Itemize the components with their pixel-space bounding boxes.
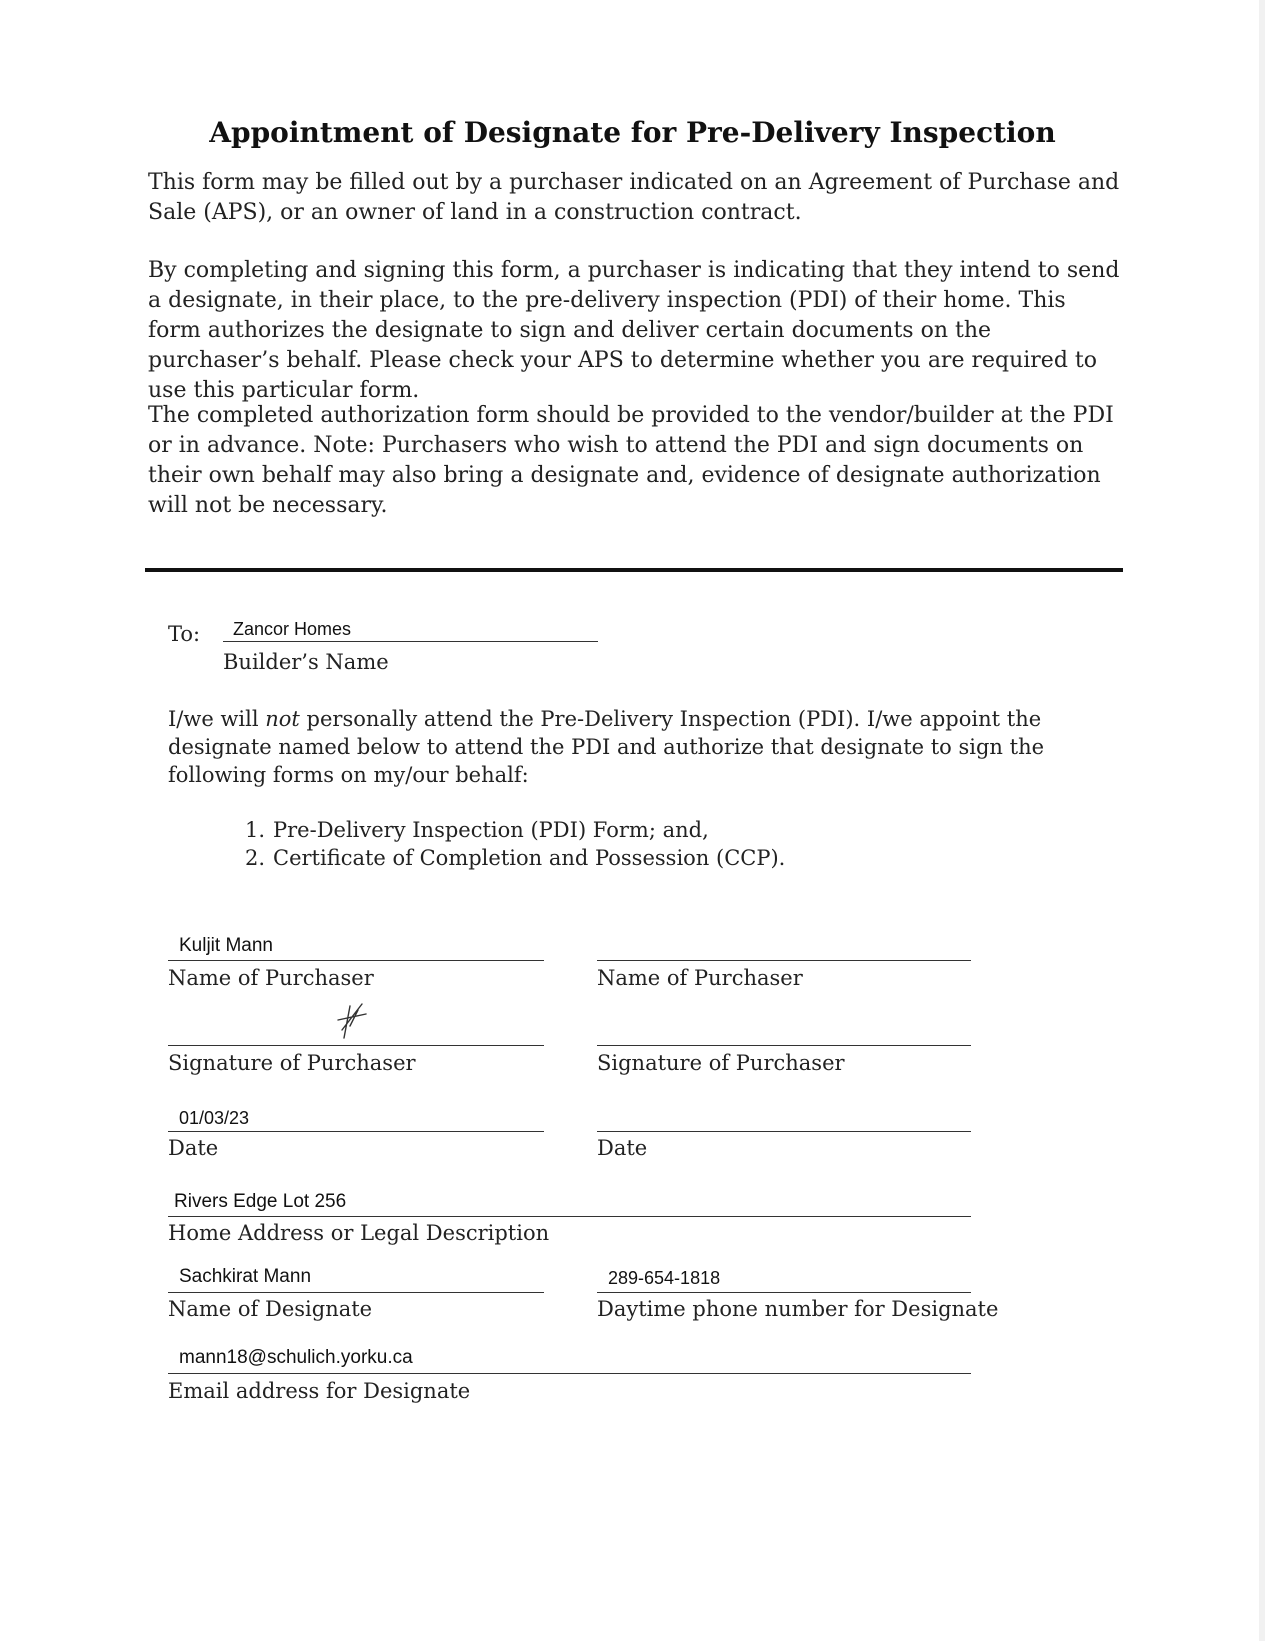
page-edge [1259, 0, 1265, 1641]
purchaser-1-name-field[interactable]: Kuljit Mann [179, 935, 273, 956]
list-item-number: 2. [245, 846, 266, 870]
date-2-label: Date [597, 1136, 648, 1160]
purchaser-1-signature-mark [332, 1000, 372, 1042]
designate-phone-line [597, 1292, 971, 1293]
purchaser-2-signature-line[interactable] [597, 1045, 971, 1046]
designate-name-line [168, 1292, 544, 1293]
purchaser-1-name-line [168, 960, 544, 961]
purchaser-1-signature-line[interactable] [168, 1045, 544, 1046]
intro-paragraph-1: This form may be filled out by a purchaser indicated on an Agreement of Purchase and Sale (APS), or an owner of land in a construction contract. [148, 170, 1120, 225]
designate-email-label: Email address for Designate [168, 1379, 471, 1403]
list-item-text: Pre-Delivery Inspection (PDI) Form; and, [273, 818, 709, 842]
builder-name-line [223, 641, 598, 642]
designate-email-line [168, 1373, 971, 1374]
home-address-field[interactable]: Rivers Edge Lot 256 [174, 1191, 347, 1212]
home-address-line [168, 1216, 971, 1217]
statement-emphasis: not [265, 707, 300, 731]
date-2-line [597, 1131, 971, 1132]
designate-phone-field[interactable]: 289-654-1818 [608, 1268, 721, 1288]
designate-email-field[interactable]: mann18@schulich.yorku.ca [179, 1347, 413, 1368]
designate-name-field[interactable]: Sachkirat Mann [179, 1266, 312, 1287]
purchaser-1-name-label: Name of Purchaser [168, 966, 374, 990]
builder-name-caption: Builder’s Name [223, 650, 389, 674]
designate-name-label: Name of Designate [168, 1297, 373, 1321]
forms-list [245, 816, 785, 872]
intro-paragraph-3: The completed authorization form should be provided to the vendor/builder at the PDI or in advance. Note: Purchasers who wish to attend the PDI and sign documents on their own behalf may also bring a designate and, evidence of designate authorization will not be necessary. [148, 403, 1114, 518]
appointment-statement [168, 705, 1108, 789]
statement-part-2: personally attend the Pre-Delivery Inspection (PDI). I/we appoint the designate named below to attend the PDI and authorize that designate to sign the following forms on my/our behalf: [168, 707, 1045, 787]
intro-paragraph-2: By completing and signing this form, a purchaser is indicating that they intend to send a designate, in their place, to the pre-delivery inspection (PDI) of their home. This form authorizes the designate to sign and deliver certain documents on the purchaser’s behalf. Please check your APS to determine whether you are required to use this particular form. [148, 258, 1120, 403]
date-1-field[interactable]: 01/03/23 [179, 1108, 250, 1128]
purchaser-2-signature-label: Signature of Purchaser [597, 1051, 845, 1075]
builder-name-field[interactable]: Zancor Homes [233, 619, 352, 639]
section-divider [145, 568, 1123, 572]
purchaser-1-signature-label: Signature of Purchaser [168, 1051, 416, 1075]
to-label: To: [168, 622, 201, 646]
designate-phone-label: Daytime phone number for Designate [597, 1297, 999, 1321]
form-title: Appointment of Designate for Pre-Delivery Inspection [209, 116, 1056, 149]
list-item [245, 844, 785, 872]
home-address-label: Home Address or Legal Description [168, 1221, 550, 1245]
list-item-text: Certificate of Completion and Possession (CCP). [273, 846, 786, 870]
purchaser-2-name-label: Name of Purchaser [597, 966, 803, 990]
purchaser-2-name-line [597, 960, 971, 961]
date-1-label: Date [168, 1136, 219, 1160]
date-1-line [168, 1131, 544, 1132]
list-item [245, 816, 785, 844]
statement-part-1: I/we will [168, 707, 266, 731]
list-item-number: 1. [245, 818, 266, 842]
